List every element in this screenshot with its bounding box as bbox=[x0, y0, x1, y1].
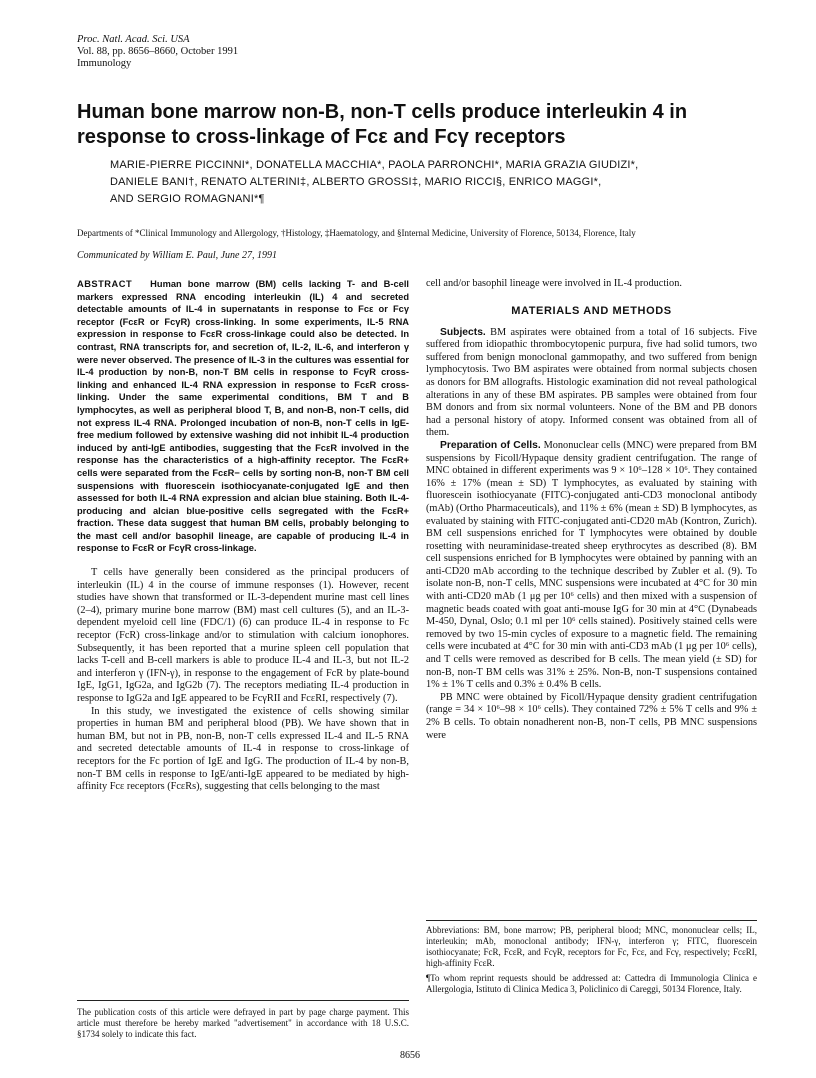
intro-paragraph-2-cont: cell and/or basophil lineage were involved in IL-4 production. bbox=[426, 278, 682, 289]
subjects-label: Subjects. bbox=[440, 326, 486, 338]
article-title bbox=[77, 100, 757, 150]
page-number: 8656 bbox=[400, 1050, 420, 1061]
right-footnotes bbox=[426, 920, 757, 995]
title-line-1: Human bone marrow non-B, non-T cells produce interleukin 4 in bbox=[77, 101, 688, 123]
left-column bbox=[77, 278, 409, 794]
affiliation: Departments of *Clinical Immunology and Allergology, †Histology, ‡Haematology, and §Internal Medicine, University of Florence, 50134, Florence, Italy bbox=[77, 228, 636, 238]
publication-costs-note: The publication costs of this article were defrayed in part by page charge payment. This article must therefore be hereby marked "advertisement" in accordance with 18 U.S.C. §1734 solely to indicate this fact. bbox=[77, 1007, 409, 1039]
pb-paragraph: PB MNC were obtained by Ficoll/Hypaque density gradient centrifugation (range = 34 × 10⁶–98 × 10⁶ cells). They contained 72% ± 5% T cells and 9% ± 2% B cells. To obtain nonadherent non-B, non-T cells, PB MNC suspensions were bbox=[426, 691, 757, 741]
intro-paragraph-2: In this study, we investigated the existence of cells showing similar properties in human BM and peripheral blood (PB). We have shown that in human BM, but not in PB, non-B, non-T cells expressed IL-4 and IL-5 RNA and secreted detectable amounts of IL-4 in response to cross-linkage of receptors for the Fc portion of IgE and IgG. The production of IL-4 by non-B, non-T BM cells in response to IgE/anti-IgE appeared to be mediated by high-affinity Fcε receptors (FcεRs), suggesting that cells belonging to the mast bbox=[77, 705, 409, 793]
journal-name: Proc. Natl. Acad. Sci. USA bbox=[77, 34, 190, 45]
reprint-requests: ¶To whom reprint requests should be addressed at: Cattedra di Immunologia Clinica e Allergologia, Istituto di Clinica Medica 3, Policlinico di Careggi, 50134 Florence, Italy. bbox=[426, 973, 757, 994]
abstract-label: ABSTRACT bbox=[77, 279, 133, 289]
authors-line-2: DANIELE BANI†, RENATO ALTERINI‡, ALBERTO GROSSI‡, MARIO RICCI§, ENRICO MAGGI*, bbox=[110, 176, 602, 188]
subjects-text: BM aspirates were obtained from a total of 16 subjects. Five suffered from idiopathic thrombocytopenic purpura, five had solid tumors, two suffered from benign monoclonal gammopathy, and two suffered from benign lymphocytosis. Two BM aspirates were obtained from normal subjects chosen as donors for BM allografts. Histologic examination did not reveal pathological alterations in any of these BM aspirates. PB samples were obtained from four BM donors and from six normal volunteers. None of the BM and PB donors had a personal history of atopy. Informed consent was obtained from all of them. bbox=[426, 326, 757, 439]
left-footnote bbox=[77, 1000, 409, 1040]
author-list bbox=[110, 157, 770, 208]
preparation-label: Preparation of Cells. bbox=[440, 439, 541, 451]
journal-header bbox=[77, 34, 238, 70]
abstract-text: Human bone marrow (BM) cells lacking T- and B-cell markers expressed RNA encoding interleukin (IL) 4 and secreted detectable amounts of IL-4 in supernatants in response to Fcε or Fcγ receptor (FcεR or FcγR) cross-linking. In some experiments, IL-5 RNA expression in response to FcεR cross-linkage could also be detected. In contrast, RNA transcripts for, and secretion of, IL-2, IL-6, and interferon γ were never observed. The presence of IL-3 in the cultures was essential for IL-4 production by non-B, non-T BM cells in response to FcγR cross-linking and enhanced IL-4 RNA expression in response to FcεR cross-linking. Under the same experimental conditions, BM T and B lymphocytes, as well as peripheral blood T, B, and non-B, non-T cells, did not express IL-4 RNA. Prolonged incubation of non-B, non-T cells in IgE-free medium followed by extensive washing did not inhibit IL-4 production induced by anti-IgE antibodies, suggesting that the FcεR involved in the response has the characteristics of a high-affinity receptor. The FcεR+ cells were separated from the FcεR− cells by sorting non-B, non-T BM cell suspensions with fluorescein isothiocyanate-conjugated IgE and then assessed for both IL-4 RNA expression and alcian blue staining. Both IL-4-producing and alcian blue-positive cells segregated with the FcεR+ fraction. These data suggest that human BM cells, probably belonging to the mast cell and/or basophil lineage, are capable of producing IL-4 in response to FcεR or FcγR cross-linkage. bbox=[77, 279, 410, 554]
subjects-paragraph bbox=[426, 327, 757, 440]
authors-line-3: AND SERGIO ROMAGNANI*¶ bbox=[110, 193, 265, 205]
abbreviations: Abbreviations: BM, bone marrow; PB, peripheral blood; MNC, mononuclear cells; IL, interleukin; mAb, monoclonal antibody; IFN-γ, interferon γ; FITC, fluorescein isothiocyanate; FcR, FcεR, and FcγR, receptors for Fc, Fcε, and Fcγ, respectively; FcεRI, high-affinity FcεR. bbox=[426, 925, 757, 968]
abstract bbox=[77, 278, 409, 555]
title-line-2: response to cross-linkage of Fcε and Fcγ receptors bbox=[77, 126, 566, 148]
section-label: Immunology bbox=[77, 58, 132, 69]
preparation-paragraph bbox=[426, 440, 757, 692]
communicated-by: Communicated by William E. Paul, June 27, 1991 bbox=[77, 250, 277, 261]
intro-paragraph-1: T cells have generally been considered as the principal producers of interleukin (IL) 4 in the course of immune responses (1). However, recent studies have shown that transformed or IL-3-dependent murine mast cell lines (2–4), primary murine bone marrow (BM) mast cell cultures (5), and an IL-3-dependent myeloid cell line (FDC/1) (6) can produce IL-4 in response to Fc receptor (FcR) cross-linkage and/or to stimulation with calcium ionophores. Subsequently, it has been reported that a murine spleen cell population that lacks T-cell and B-cell markers is able to produce IL-4 and IL-3, but not IL-2 and interferon γ (IFN-γ), in response to the engagement of FcR by plate-bound IgE, IgG1, IgG2a, and IgG2b (7). The receptors mediating IL-4 production in response to IgG2a and IgE appeared to be FcγRII and FcεRI, respectively (7). bbox=[77, 567, 409, 704]
right-column bbox=[426, 278, 757, 742]
methods-heading: MATERIALS AND METHODS bbox=[511, 304, 672, 317]
volume-info: Vol. 88, pp. 8656–8660, October 1991 bbox=[77, 46, 239, 57]
authors-line-1: MARIE-PIERRE PICCINNI*, DONATELLA MACCHIA*, PAOLA PARRONCHI*, MARIA GRAZIA GIUDIZI*, bbox=[110, 159, 639, 171]
abbreviations-rule bbox=[426, 920, 757, 921]
footnote-rule bbox=[77, 1000, 409, 1001]
preparation-text: Mononuclear cells (MNC) were prepared from BM suspensions by Ficoll/Hypaque density gradient centrifugation. The range of MNC obtained in different experiments was 9 × 10⁶–128 × 10⁶. They contained 16% ± 17% (mean ± SD) T lymphocytes, as evaluated by staining with fluorescein isothiocyanate (FITC)-conjugated anti-CD3 monoclonal antibody (mAb) (Ortho Pharmaceuticals), and 11% ± 6% (mean ± SD) B lymphocytes, as evaluated by staining with FITC-conjugated anti-CD20 mAb (Kontron, Zurich). BM cell suspensions enriched for T lymphocytes were obtained by double rosetting with neuraminidase-treated sheep erythrocytes as described (8). BM cell suspensions enriched for B lymphocytes were obtained by panning with an anti-CD20 mAb according to the technique described by Zubler et al. (9). To isolate non-B, non-T cells, MNC suspensions were incubated at 4°C for 30 min with anti-CD20 mAb (1 μg per 10⁶ cells) and then mixed with a suspension of magnetic beads coated with goat anti-mouse IgG for 30 min at 4°C (Dynabeads M-450, Dynal, Oslo; 0.1 ml per 10⁶ cells stained). Positively stained cells were removed by two 15-min cycles of exposure to a magnetic field. The remaining cells were incubated at 4°C for 30 min with anti-CD3 mAb (1 μg per 10⁶ cells), and T cells were removed as described for B cells. The mean yield (± SD) for non-B, non-T BM cells was 31% ± 25%. Non-B, non-T suspensions contained 1% ± 1% T cells and 0.3% ± 0.4% B cells. bbox=[426, 439, 757, 691]
